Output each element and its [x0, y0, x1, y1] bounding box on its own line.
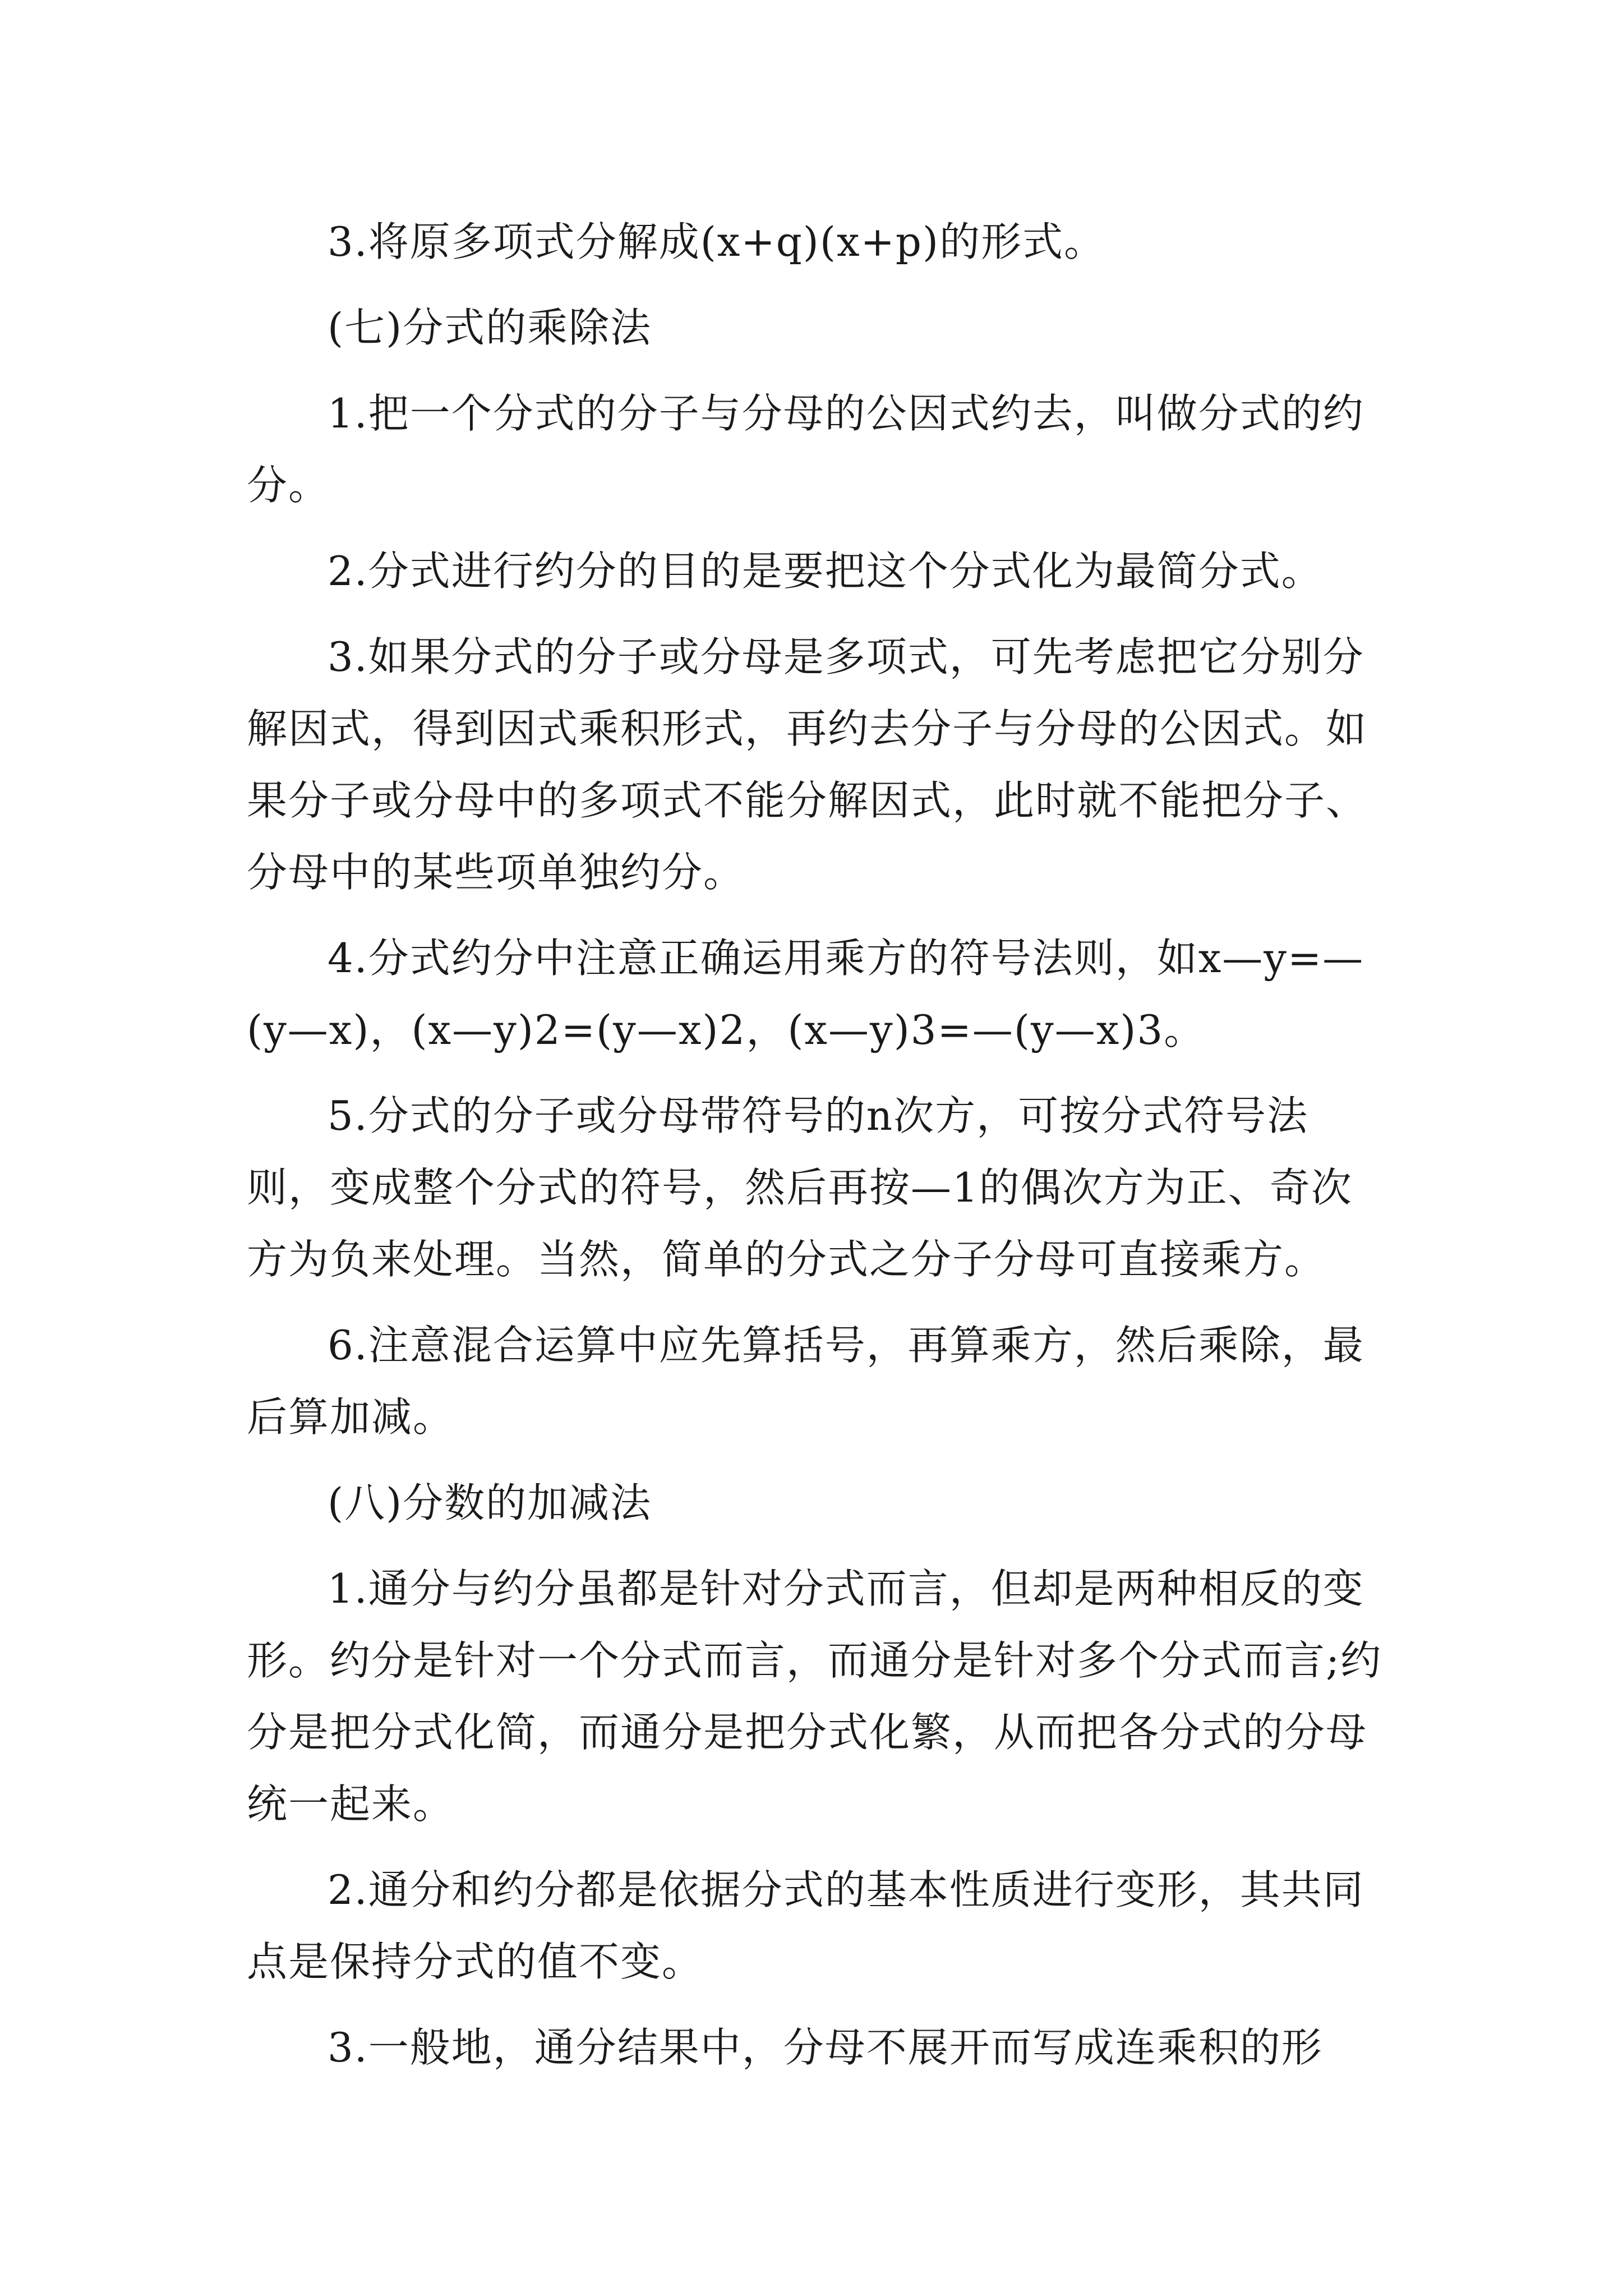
paragraph: 3.将原多项式分解成(x+q)(x+p)的形式。 — [328, 218, 1106, 265]
document-page — [247, 206, 1385, 2097]
paragraph: 3.一般地，通分结果中，分母不展开而写成连乘积的形 — [328, 2024, 1323, 2071]
paragraph: 2.通分和约分都是依据分式的基本性质进行变形，其共同点是保持分式的值不变。 — [247, 1866, 1364, 1985]
section-heading: (八)分数的加减法 — [328, 1479, 652, 1526]
paragraph: 1.通分与约分虽都是针对分式而言，但却是两种相反的变形。约分是针对一个分式而言，而通分是针对多个分式而言;约分是把分式化简，而通分是把分式化繁，从而把各分式的分母统一起来。 — [247, 1565, 1382, 1828]
paragraph: 5.分式的分子或分母带符号的n次方，可按分式符号法则，变成整个分式的符号，然后再按—1的偶次方为正、奇次方为负来处理。当然，简单的分式之分子分母可直接乘方。 — [247, 1092, 1353, 1283]
paragraph: 1.把一个分式的分子与分母的公因式约去，叫做分式的约分。 — [247, 390, 1364, 509]
paragraph: 6.注意混合运算中应先算括号，再算乘方，然后乘除，最后算加减。 — [247, 1322, 1364, 1441]
paragraph: 4.分式约分中注意正确运用乘方的符号法则，如x—y=—(y—x)，(x—y)2=(y—x)2，(x—y)3=—(y—x)3。 — [247, 935, 1364, 1053]
paragraph: 3.如果分式的分子或分母是多项式，可先考虑把它分别分解因式，得到因式乘积形式，再约去分子与分母的公因式。如果分子或分母中的多项式不能分解因式，此时就不能把分子、分母中的某些项单独约分。 — [247, 633, 1368, 896]
section-heading: (七)分式的乘除法 — [328, 304, 652, 351]
paragraph: 2.分式进行约分的目的是要把这个分式化为最简分式。 — [328, 547, 1323, 595]
